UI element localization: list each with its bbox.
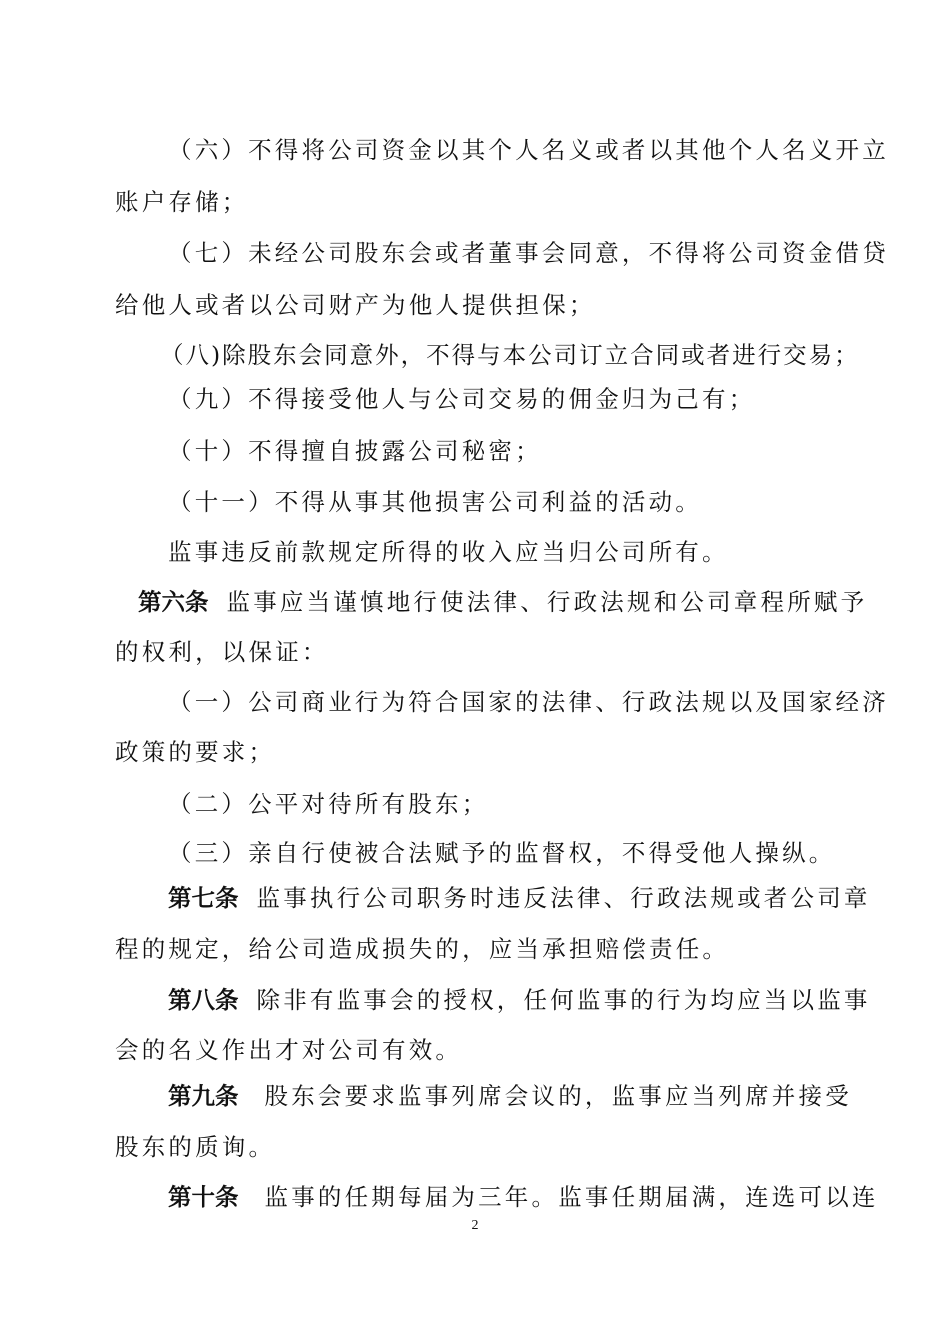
article-line [0,587,950,617]
article-heading: 第六条 [138,588,209,616]
article-text: 监事的任期每届为三年。监事任期届满，连选可以连 [264,1183,879,1211]
article-heading: 第八条 [168,986,239,1014]
article-line [0,985,950,1015]
text-line: （八)除股东会同意外，不得与本公司订立合同或者进行交易； [160,341,860,369]
text-line: 的权利，以保证： [115,638,329,666]
text-line: 账户存储； [115,188,249,216]
text-line: （十）不得擅自披露公司秘密； [168,437,542,465]
text-line: 给他人或者以公司财产为他人提供担保； [115,291,596,319]
text-line: （六）不得将公司资金以其个人名义或者以其他个人名义开立 [168,136,889,164]
text-line: 监事违反前款规定所得的收入应当归公司所有。 [168,538,729,566]
text-line: （七）未经公司股东会或者董事会同意，不得将公司资金借贷 [168,239,889,267]
article-heading: 第九条 [168,1082,239,1110]
article-line [0,1081,950,1111]
text-line: （一）公司商业行为符合国家的法律、行政法规以及国家经济 [168,688,889,716]
article-text: 除非有监事会的授权，任何监事的行为均应当以监事 [256,986,871,1014]
article-text: 股东会要求监事列席会议的，监事应当列席并接受 [264,1082,852,1110]
text-line: （十一）不得从事其他损害公司利益的活动。 [168,488,702,516]
text-line: 股东的质询。 [115,1133,276,1161]
text-line: （二）公平对待所有股东； [168,790,489,818]
text-line: 政策的要求； [115,738,276,766]
text-line: 会的名义作出才对公司有效。 [115,1036,463,1064]
article-line [0,1182,950,1212]
text-line: （九）不得接受他人与公司交易的佣金归为己有； [168,385,756,413]
page-number: 2 [471,1218,479,1233]
article-line [0,883,950,913]
text-line: （三）亲自行使被合法赋予的监督权，不得受他人操纵。 [168,839,836,867]
article-heading: 第十条 [168,1183,239,1211]
article-heading: 第七条 [168,884,239,912]
article-text: 监事应当谨慎地行使法律、行政法规和公司章程所赋予 [226,588,868,616]
text-line: 程的规定，给公司造成损失的，应当承担赔偿责任。 [115,935,730,963]
article-text: 监事执行公司职务时违反法律、行政法规或者公司章 [256,884,871,912]
